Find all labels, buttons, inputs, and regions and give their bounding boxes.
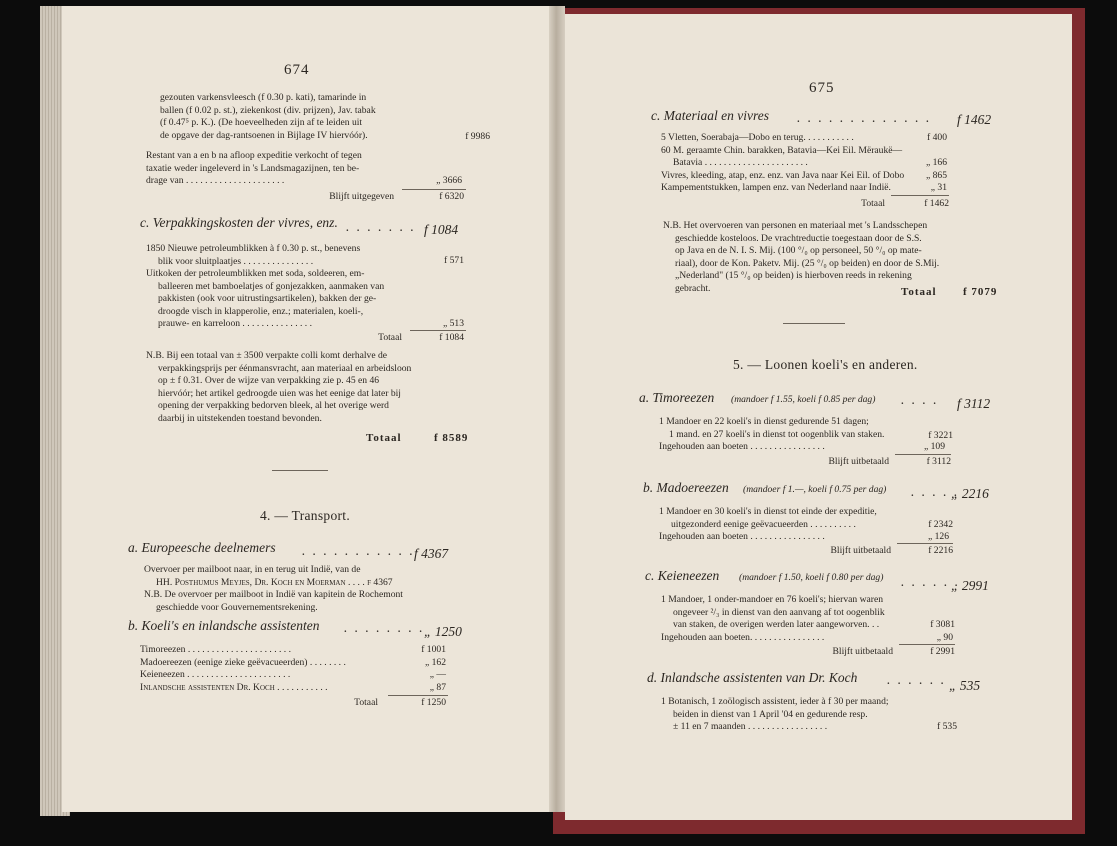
row-label: Vivres, kleeding, atap, enz. enz. van Java naar Kei Eil. of Dobo bbox=[661, 169, 905, 181]
row-amount: f 1001 bbox=[421, 644, 446, 655]
row-label: Madoereezen (eenige zieke geëvacueerden) . . . . . . . . bbox=[140, 656, 346, 668]
sum-rule bbox=[891, 195, 949, 196]
totaal-label: Totaal bbox=[366, 432, 402, 444]
text-line: N.B. Bij een totaal van ± 3500 verpakte colli komt derhalve de bbox=[146, 350, 388, 361]
b-rows bbox=[140, 644, 446, 694]
b-blijft-label: Blijft uitbetaald bbox=[830, 545, 891, 556]
heading-dots: . . . . . bbox=[911, 484, 960, 499]
table-row bbox=[661, 170, 947, 183]
a-blijft-amount: f 3112 bbox=[926, 456, 951, 467]
heading-c-amount: f 1084 bbox=[424, 222, 459, 237]
a-sub-amount: f 3221 bbox=[928, 430, 953, 441]
text-line: daarbij in uitstekenden toestand bevonden. bbox=[158, 412, 322, 424]
text-line: Overvoer per mailboot naar, in en terug uit Indië, van de bbox=[144, 564, 361, 575]
heading-dots: . . . . . . . . . . . . . bbox=[797, 110, 932, 125]
sum-rule bbox=[897, 543, 953, 544]
row-label: 5 Vletten, Soerabaja—Dobo en terug. . . . . . . . . . . bbox=[661, 132, 854, 143]
row-amount: „ 87 bbox=[429, 681, 446, 693]
text-line: blik voor sluitplaatjes . . . . . . . . . . . . . . . bbox=[158, 255, 314, 267]
text-line: de opgave der dag-rantsoenen in Bijlage IV hiervóór). bbox=[160, 129, 368, 141]
heading-dots: . . . . . . . bbox=[346, 219, 416, 234]
row-label: 60 M. geraamte Chin. barakken, Batavia—Kei Eil. Mëraukë— bbox=[661, 144, 903, 156]
b-totaal-amount: f 1250 bbox=[421, 697, 446, 708]
heading-c: c. Verpakkingskosten der vivres, enz. bbox=[140, 215, 338, 230]
heading-dots: . . . . . . bbox=[901, 574, 961, 589]
section-divider bbox=[783, 323, 845, 324]
section-divider bbox=[272, 470, 328, 471]
text-line: beiden in dienst van 1 April '04 en gedurende resp. bbox=[673, 708, 868, 720]
heading-b: b. Madoereezen bbox=[643, 480, 729, 495]
text-line: prauwe- en karreloon . . . . . . . . . . . . . . . bbox=[158, 318, 312, 329]
text-line: ± 11 en 7 maanden . . . . . . . . . . . . . . . . . bbox=[673, 721, 828, 732]
sum-rule bbox=[895, 454, 951, 455]
heading-d: d. Inlandsche assistenten van Dr. Koch bbox=[647, 670, 858, 685]
left-page bbox=[62, 6, 555, 812]
row-label: Ingehouden aan boeten . . . . . . . . . . . . . . . . bbox=[659, 531, 825, 542]
table-row bbox=[661, 132, 947, 145]
totaal-amount: f 8589 bbox=[434, 432, 469, 444]
row-amount: „ 90 bbox=[936, 631, 953, 643]
text-line: op ± f 0.31. Over de wijze van verpakking zie p. 45 en 46 bbox=[158, 375, 380, 386]
restant-amount: „ 3666 bbox=[436, 175, 462, 186]
heading-dots: . . . . . . . . . . . bbox=[302, 543, 415, 558]
page-number: 675 bbox=[809, 80, 835, 96]
text-line: geschiedde kosteloos. De vrachtreductie toegestaan door de S.S. bbox=[675, 232, 922, 244]
table-row bbox=[659, 531, 949, 544]
b-sub-amount: f 2342 bbox=[928, 519, 953, 530]
heading-d-amount: „ 535 bbox=[949, 678, 981, 693]
heading-b: b. Koeli's en inlandsche assistenten bbox=[128, 618, 320, 633]
rate-note: (mandoer f 1.—, koeli f 0.75 per dag) bbox=[743, 484, 887, 495]
heading-a: a. Timoreezen bbox=[639, 390, 715, 405]
sum-rule bbox=[388, 695, 448, 696]
nb-note bbox=[146, 350, 476, 425]
heading-dots: . . . . . . . . bbox=[344, 620, 425, 635]
text-line: droogde visch in klapperolie, enz.; materialen, koeli-, bbox=[158, 305, 364, 317]
text-line: drage van . . . . . . . . . . . . . . . . . . . . . bbox=[146, 175, 285, 186]
text-line: gezouten varkensvleesch (f 0.30 p. kati), tamarinde in bbox=[160, 92, 367, 103]
text-line: opening der verpakking bedorven bleek, al het overige werd bbox=[158, 400, 389, 411]
sum-rule bbox=[899, 644, 955, 645]
rate-note: (mandoer f 1.55, koeli f 0.85 per dag) bbox=[731, 394, 876, 405]
c-item-amount: „ 513 bbox=[442, 318, 464, 329]
page-number: 674 bbox=[284, 62, 310, 78]
table-row bbox=[661, 182, 947, 195]
c-totaal-amount: f 1462 bbox=[924, 198, 949, 209]
section-title: 5. — Loonen koeli's en anderen. bbox=[733, 357, 918, 372]
c2-blijft-label: Blijft uitbetaald bbox=[832, 646, 893, 657]
c2-sub-amount: f 3081 bbox=[930, 619, 955, 630]
text-line: HH. Posthumus Meyjes, Dr. Koch en Moerman . . . . f 4367 bbox=[156, 576, 393, 588]
totaal-label: Totaal bbox=[901, 286, 937, 298]
text-line: 1850 Nieuwe petroleumblikken à f 0.30 p. st., benevens bbox=[146, 243, 361, 254]
text-line: ongeveer ²/₃ in dienst van den aanvang af tot oogenblik bbox=[673, 606, 885, 618]
heading-b-amount: „ 1250 bbox=[424, 624, 462, 639]
c2-blijft-amount: f 2991 bbox=[930, 646, 955, 657]
text-line: geschiedde voor Gouvernementsrekening. bbox=[156, 601, 318, 613]
c-totaal-label: Totaal bbox=[861, 198, 885, 209]
heading-c2: c. Keieneezen bbox=[645, 568, 720, 583]
blijft-label: Blijft uitgegeven bbox=[329, 191, 394, 202]
c-rows bbox=[661, 132, 947, 195]
heading-a-amount: f 4367 bbox=[414, 546, 449, 561]
row-label: Keieneezen . . . . . . . . . . . . . . . . . . . . . . bbox=[140, 669, 291, 680]
heading-c: c. Materiaal en vivres bbox=[651, 108, 769, 123]
row-amount: „ 166 bbox=[925, 157, 947, 168]
row-amount: „ 31 bbox=[930, 182, 947, 193]
sum-rule bbox=[402, 189, 466, 190]
row-label: Timoreezen . . . . . . . . . . . . . . . . . . . . . . bbox=[140, 644, 292, 655]
sum-rule bbox=[410, 330, 466, 331]
blijft-amount: f 6320 bbox=[439, 191, 464, 202]
text-line: verpakkingsprijs per éénmansvracht, aan materiaal en arbeidsloon bbox=[158, 362, 412, 374]
table-row bbox=[140, 657, 446, 670]
b-totaal-label: Totaal bbox=[354, 697, 378, 708]
rate-note: (mandoer f 1.50, koeli f 0.80 per dag) bbox=[739, 572, 884, 583]
heading-dots: . . . . bbox=[901, 392, 939, 407]
heading-a-amount: f 3112 bbox=[957, 396, 991, 411]
text-line: taxatie weder ingeleverd in 's Landsmagazijnen, ten be- bbox=[146, 162, 360, 174]
text-line: riaal), door de Kon. Paketv. Mij. (25 °/₀ op beiden) en door de S.Mij. bbox=[675, 257, 940, 269]
row-label: Kampementstukken, lampen enz. van Nederland naar Indië. bbox=[661, 182, 891, 193]
c-totaal-label: Totaal bbox=[378, 332, 402, 343]
totaal-amount: f 7079 bbox=[963, 286, 998, 298]
text-line: hiervóór; het artikel gedroogde uien was het eenige dat later bij bbox=[158, 387, 401, 399]
text-line: 1 Mandoer en 22 koeli's in dienst gedurende 51 dagen; bbox=[659, 416, 869, 427]
text-line: van staken, de overigen werden later aangeworven. . . bbox=[673, 619, 880, 630]
heading-dots: . . . . . . bbox=[887, 672, 947, 687]
row-label: Ingehouden aan boeten. . . . . . . . . . . . . . . . bbox=[661, 631, 825, 643]
c-item-amount: f 571 bbox=[444, 255, 464, 266]
b-blijft-amount: f 2216 bbox=[928, 545, 953, 556]
text-line: N.B. De overvoer per mailboot in Indië van kapitein de Rochemont bbox=[144, 589, 403, 600]
text-line: uitgezonderd eenige geëvacueerden . . . . . . . . . . bbox=[671, 518, 856, 530]
row-amount: „ 865 bbox=[925, 169, 947, 181]
text-line: ballen (f 0.02 p. st.), ziekenkost (div. prijzen), Jav. tabak bbox=[160, 104, 376, 116]
table-row bbox=[140, 682, 446, 695]
row-amount: „ 126 bbox=[927, 531, 949, 542]
row-label: Inlandsche assistenten Dr. Koch . . . . . . . . . . . bbox=[140, 681, 328, 693]
text-line: Uitkoken der petroleumblikken met soda, soldeeren, em- bbox=[146, 268, 365, 279]
table-row bbox=[661, 632, 953, 645]
nb-note bbox=[663, 220, 993, 295]
a-blijft-label: Blijft uitbetaald bbox=[828, 456, 889, 467]
section-title: 4. — Transport. bbox=[260, 508, 351, 523]
book-spine bbox=[549, 6, 565, 812]
text-line: 1 Mandoer en 30 koeli's in dienst tot einde der expeditie, bbox=[659, 506, 877, 517]
heading-c2-amount: „ 2991 bbox=[951, 578, 989, 593]
row-label: Ingehouden aan boeten . . . . . . . . . . . . . . . . bbox=[659, 441, 825, 452]
table-row bbox=[140, 644, 446, 657]
row-amount: f 400 bbox=[927, 132, 947, 143]
c-totaal-amount: f 1084 bbox=[439, 332, 464, 343]
table-row bbox=[661, 145, 947, 158]
text-line: 1 Botanisch, 1 zoölogisch assistent, ieder à f 30 per maand; bbox=[661, 696, 889, 707]
row-label: Batavia . . . . . . . . . . . . . . . . . . . . . . bbox=[673, 157, 808, 168]
row-amount: „ — bbox=[429, 669, 446, 680]
table-row bbox=[659, 441, 945, 454]
table-row bbox=[661, 157, 947, 170]
text-line: gebracht. bbox=[675, 282, 711, 294]
table-row bbox=[140, 669, 446, 682]
text-line: 1 Mandoer, 1 onder-mandoer en 76 koeli's; hiervan waren bbox=[661, 594, 884, 605]
row-amount: „ 109 bbox=[923, 441, 945, 452]
text-line: Restant van a en b na afloop expeditie verkocht of tegen bbox=[146, 150, 362, 161]
text-line: balleeren met bamboelatjes of gonjezakken, aanmaken van bbox=[158, 280, 385, 292]
row-amount: „ 162 bbox=[424, 656, 446, 668]
heading-c-amount: f 1462 bbox=[957, 112, 992, 127]
text-line: pakkisten (ook voor uitrustingsartikelen), bakken der ge- bbox=[158, 293, 377, 304]
intro-amount: f 9986 bbox=[465, 131, 490, 142]
text-line: op Java en de N. I. S. Mij. (100 °/₀ op personeel, 50 °/₀ op mate- bbox=[675, 245, 922, 256]
text-line: 1 mand. en 27 koeli's in dienst tot oogenblik van staken. bbox=[669, 428, 885, 440]
d-sub-amount: f 535 bbox=[937, 721, 957, 732]
heading-a: a. Europeesche deelnemers bbox=[128, 540, 276, 555]
a-lines bbox=[144, 564, 484, 614]
text-line: N.B. Het overvoeren van personen en materiaal met 's Landsschepen bbox=[663, 220, 928, 231]
text-line: (f 0.47⁵ p. K.). (De hoeveelheden zijn af te leiden uit bbox=[160, 117, 363, 128]
heading-b-amount: „ 2216 bbox=[951, 486, 989, 501]
text-line: „Nederland" (15 °/₀ op beiden) is hierboven reeds in rekening bbox=[675, 270, 912, 281]
right-page bbox=[565, 14, 1072, 820]
